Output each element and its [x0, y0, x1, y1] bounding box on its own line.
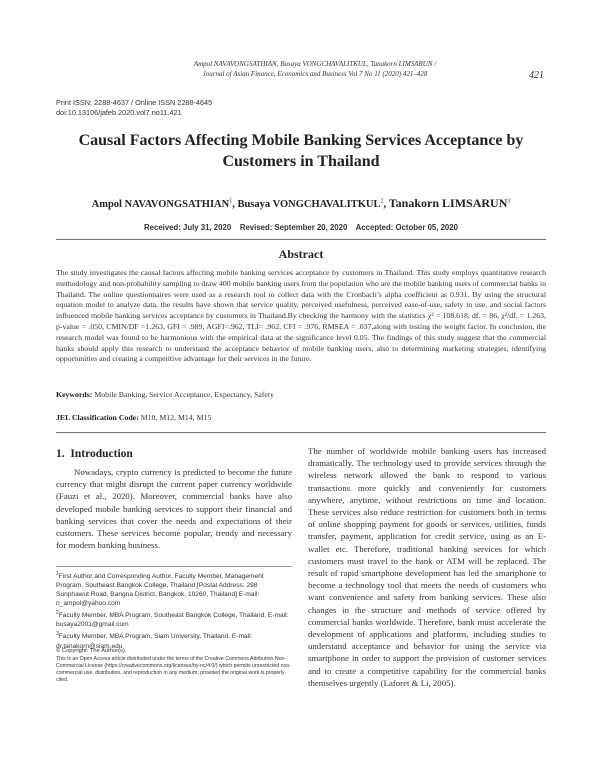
- author-1-name: Ampol NAVAVONGSATHIAN: [91, 199, 230, 210]
- abstract-heading: Abstract: [278, 247, 324, 261]
- author-separator: ,: [383, 199, 389, 210]
- copyright-block: [56, 648, 292, 684]
- author-2-name: Busaya VONGCHAVALITKUL: [237, 199, 381, 210]
- copyright-text: This is an Open Access article distributed under the terms of the Creative Commons Attribution Non-Commercial License (https://creativecommons.org/licenses/by-nc/4.0/) which permits unrestricted non-commercial use, distribution, and reproduction in any medium, provided the original work is properly cited.: [56, 656, 291, 683]
- jel-text: M10, M12, M14, M15: [138, 413, 212, 422]
- copyright-heading: © Copyright: The Author(s): [56, 648, 125, 654]
- running-header: [150, 59, 480, 79]
- footnote-1-sup: 1: [56, 571, 59, 577]
- title-line-2: Customers in Thailand: [222, 153, 380, 170]
- running-header-journal: Journal of Asian Finance, Economics and Business Vol 7 No 11 (2020) 421–428: [202, 70, 428, 78]
- running-header-authors: Ampol NAVAVONGSATHIAN, Busaya VONGCHAVALITKUL, Tanakorn LIMSARUN /: [193, 60, 437, 68]
- footnote-2: [56, 609, 292, 629]
- keywords-text: Mobile Banking, Service Acceptance, Expectancy, Safety: [92, 390, 274, 399]
- paper-title: [56, 130, 546, 172]
- footnote-1: [56, 570, 292, 608]
- footnotes: [56, 570, 292, 652]
- footnote-3-text: Faculty Member, MBA Program, Siam University, Thailand. E-mail: dr.tanakorn@siam.edu: [56, 633, 253, 650]
- keywords-line: [56, 390, 546, 399]
- divider-bottom: [56, 432, 546, 433]
- divider-top: [56, 239, 546, 240]
- doi-line: doi:10.13106/jafeb.2020.vol7.no11.421: [56, 108, 182, 117]
- author-3-sup: 3: [507, 198, 511, 205]
- author-1-sup: 1: [229, 198, 233, 205]
- footnote-2-text: Faculty Member, MBA Program, Southeast Bangkok College, Thailand. E-mail: busaya2001@gmail.com: [56, 612, 289, 629]
- footnote-1-text: First Author and Corresponding Author. Faculty Member, Management Program, Southeast Bangkok College, Thailand [Postal Address: 298 Sunphawut Road, Bangna District, Bangkok, 10260, Thailand] E-mail: n_ampol@yahoo.com: [56, 573, 264, 608]
- submission-dates: Received: July 31, 2020 Revised: September 20, 2020 Accepted: October 05, 2020: [144, 223, 458, 232]
- author-2-sup: 2: [380, 198, 384, 205]
- title-line-1: Causal Factors Affecting Mobile Banking Services Acceptance by: [78, 132, 524, 149]
- section-heading: 1. Introduction: [56, 448, 133, 460]
- issn-line: Print ISSN: 2288-4637 / Online ISSN 2288-4645: [56, 98, 213, 107]
- jel-label: JEL Classification Code:: [56, 413, 139, 422]
- author-3-name: Tanakorn LIMSARUN: [388, 196, 508, 210]
- footnote-2-sup: 2: [56, 610, 59, 617]
- intro-left-paragraph: Nowadays, crypto currency is predicted to become the future currency that might disrupt the current paper currency worldwide (Fauzi et al., 2020). Moreover, commercial banks have also developed mobile banking services to support their financial and banking services that cover the needs and expectations of their customers. These services become popular, trendy and necessary for modern banking business.: [56, 467, 292, 551]
- jel-line: [56, 413, 546, 422]
- page-number: 421: [529, 70, 544, 81]
- footnote-rule: [56, 566, 292, 567]
- author-separator: ,: [232, 199, 238, 210]
- intro-right-paragraph: The number of worldwide mobile banking users has increased dramatically. The technology used to provide services through the wireless network allowed the bank to respond to various transactions more quickly and conveniently for customers anywhere, anytime, without restrictions on time and location. These services also reduce restriction for customers both in terms of online shopping payment for goods or services, utilities, funds transfer, payment, application for credit service, using as an E-wallet etc. Therefore, traditional banking services for which customers must travel to the bank or ATM will be replaced. The result of rapid smartphone development has led the smartphone to become a technology tool that meets the needs of customers who want convenience and safety from banking services. These also changes in the structure and methods of service offered by commercial banks worldwide. Therefore, bank must accelerate the development of applications and platforms, including studies to understand acceptance and behavior for using the service via smartphone in order to support the provision of customer services and to create a competitive capability for the commercial banks themselves urgently (Laforet & Li, 2005).: [308, 446, 546, 688]
- footnote-3-sup: 3: [56, 631, 59, 638]
- keywords-label: Keywords:: [56, 390, 93, 399]
- abstract-body: The study investigates the causal factors affecting mobile banking services acceptance by customers in Thailand. This study employs quantitative research methodology and non-probability sampling to draw 400 mobile banking users from the population who are the mobile banking users of commercial banks in Thailand. The online questionnaires were used as a research tool to collect data with the Cronbach’s alpha coefficient as 0.931. By using the structural equation model to analyze data, the results have shown that service quality, perceived usefulness, perceived ease-of-use, safety in use, and social factors influenced mobile banking services acceptance by customers in Thailand.By checking the harmony with the statistics χ² = 108.618, df. = 86, χ²/df. = 1.263, p-value = .050, CMIN/DF =1.263, GFI = .989, AGFI=.962, TLI= .962, CFI = .976, RMSEA = .037,along with testing the weight factor. In conclusion, the research model was found to be harmonious with the empirical data at the significance level 0.05. The findings of this study suggest that the commercial banks should apply this research to understand the acceptance behavior of mobile banking users, also to determining marketing strategies, identifying opportunities and creating a competitive advantage for their services in the future.: [56, 268, 546, 364]
- author-list: [56, 196, 546, 211]
- issn-block: [56, 98, 212, 118]
